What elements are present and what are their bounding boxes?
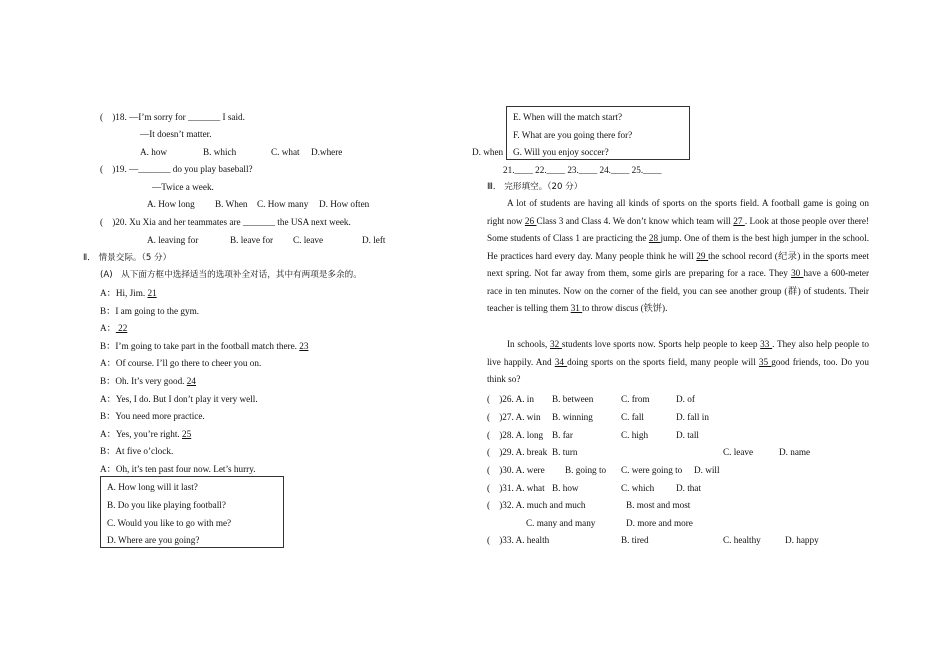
option-g: G. Will you enjoy soccer? bbox=[513, 147, 609, 157]
cloze-question-number: ( )29. A. break bbox=[487, 447, 548, 457]
cloze-question-number: ( )33. A. health bbox=[487, 535, 550, 545]
option-b: B. Do you like playing football? bbox=[107, 500, 226, 510]
cloze-option-d: D. more and more bbox=[626, 518, 693, 528]
dialogue-line bbox=[100, 322, 127, 334]
passage-text: A lot of students are having all kinds of sports on the sports field. A football game is going on right now bbox=[487, 198, 869, 226]
cloze-option-b: B. far bbox=[552, 430, 573, 440]
cloze-option-c: C. many and many bbox=[526, 518, 596, 528]
cloze-blank[interactable]: 30 bbox=[791, 268, 804, 278]
speaker: A： bbox=[100, 323, 116, 334]
option-d: D. Where are you going? bbox=[107, 535, 200, 545]
q20-stem: ( )20. Xu Xia and her teammates are _______ the USA next week. bbox=[100, 217, 351, 227]
dialogue-text: At five o’clock. bbox=[115, 446, 174, 457]
q19-option-d: D. How often bbox=[319, 199, 370, 209]
cloze-question-number: ( )32. A. much and much bbox=[487, 500, 586, 510]
dialogue-text: Oh. It’s very good. bbox=[115, 376, 187, 386]
answer-blank[interactable]: 21 bbox=[147, 288, 157, 298]
section2-title: Ⅱ． 情景交际。（5 分） bbox=[83, 253, 172, 263]
cloze-option-b: B. between bbox=[552, 394, 594, 404]
option-a: A. How long will it last? bbox=[107, 482, 198, 492]
cloze-question-number: ( )27. A. win bbox=[487, 412, 541, 422]
dialogue-line bbox=[100, 463, 256, 475]
cloze-blank[interactable]: 28 bbox=[648, 233, 661, 243]
passage-text: jump. One of them is the best high jumper in the school. He practices hard every day. Many people think he will bbox=[487, 233, 869, 261]
passage-text: doing sports on the sports field, many people will bbox=[567, 356, 759, 367]
q18-option-b: B. which bbox=[203, 147, 237, 157]
passage-text: good friends, too. Do you think so? bbox=[487, 356, 869, 384]
passage-text: . Look at those people over there! Some students of Class 1 are practicing the bbox=[487, 215, 869, 243]
answer-blank[interactable]: 25 bbox=[182, 428, 192, 439]
q18-option-d-fragment: D. when bbox=[472, 147, 504, 157]
dialogue-text: Of course. I’ll go there to cheer you on. bbox=[115, 358, 262, 369]
cloze-blank[interactable]: 32 bbox=[549, 339, 562, 349]
cloze-passage-1 bbox=[487, 195, 869, 318]
option-f: F. What are you going there for? bbox=[513, 130, 633, 140]
passage-text: In schools, bbox=[507, 339, 550, 349]
dialogue-text: Hi, Jim. bbox=[115, 288, 148, 298]
answer-blank[interactable]: 23 bbox=[299, 340, 309, 351]
q18-option-d: D.where bbox=[311, 147, 343, 157]
cloze-option-b: B. tired bbox=[621, 535, 649, 545]
dialogue-text: Yes, I do. But I don’t play it very well. bbox=[115, 393, 258, 404]
cloze-blank[interactable]: 27 bbox=[733, 215, 745, 226]
q20-option-b: B. leave for bbox=[230, 235, 274, 245]
cloze-option-b: B. most and most bbox=[626, 500, 691, 510]
cloze-blank[interactable]: 33 bbox=[760, 339, 773, 349]
speaker: B： bbox=[100, 340, 116, 351]
speaker: A： bbox=[100, 464, 116, 474]
cloze-option-b: B. winning bbox=[552, 412, 593, 422]
cloze-option-d: D. fall in bbox=[676, 412, 709, 422]
dialogue-text: Oh, it’s ten past four now. Let’s hurry. bbox=[115, 464, 256, 474]
dialogue-line bbox=[100, 375, 196, 387]
option-e: E. When will the match start? bbox=[513, 112, 623, 122]
cloze-question-number: ( )26. A. in bbox=[487, 394, 534, 404]
speaker: A： bbox=[100, 393, 116, 404]
cloze-option-c: C. fall bbox=[621, 412, 644, 422]
speaker: B： bbox=[100, 305, 116, 316]
dialogue-line bbox=[100, 428, 191, 440]
cloze-blank[interactable]: 34 bbox=[554, 356, 568, 367]
passage-text: the school record (纪录) in the sports meet next spring. Not far away from them, some girls are preparing for a race. They bbox=[487, 250, 870, 278]
cloze-blank[interactable]: 26 bbox=[524, 215, 537, 226]
cloze-question-number: ( )28. A. long bbox=[487, 430, 544, 440]
cloze-option-d: D. tall bbox=[676, 430, 699, 440]
cloze-option-c: C. healthy bbox=[723, 535, 761, 545]
dialogue-text: I’m going to take part in the football match there. bbox=[115, 340, 300, 351]
q20-option-d: D. left bbox=[362, 235, 386, 245]
speaker: B： bbox=[100, 411, 116, 422]
passage-text: to throw discus (铁饼). bbox=[582, 303, 668, 313]
cloze-question-number: ( )31. A. what bbox=[487, 483, 545, 493]
speaker: A： bbox=[100, 288, 116, 298]
dialogue-text: I am going to the gym. bbox=[115, 305, 200, 316]
passage-text: students love sports now. Sports help people to keep bbox=[561, 339, 761, 349]
cloze-option-c: C. high bbox=[621, 430, 649, 440]
cloze-option-d: D. that bbox=[676, 483, 702, 493]
section2-instructions: (A) 从下面方框中选择适当的选项补全对话，其中有两项是多余的。 bbox=[100, 270, 362, 280]
answer-blank[interactable]: 24 bbox=[186, 376, 196, 386]
section3-title: Ⅲ． 完形填空。（20 分） bbox=[487, 182, 583, 192]
cloze-question-number: ( )30. A. were bbox=[487, 465, 545, 475]
cloze-blank[interactable]: 29 bbox=[696, 250, 709, 261]
q18-reply: —It doesn’t matter. bbox=[140, 129, 212, 139]
option-c: C. Would you like to go with me? bbox=[107, 518, 232, 528]
dialogue-line bbox=[100, 340, 308, 352]
cloze-passage-2 bbox=[487, 336, 869, 389]
speaker: B： bbox=[100, 446, 116, 457]
passage-text: Class 3 and Class 4. We don’t know which team will bbox=[536, 215, 734, 226]
speaker: A： bbox=[100, 428, 116, 439]
q18-stem: ( )18. —I’m sorry for _______ I said. bbox=[100, 112, 245, 122]
q19-option-c: C. How many bbox=[257, 199, 309, 209]
cloze-blank[interactable]: 31 bbox=[570, 303, 583, 313]
cloze-option-d: D. will bbox=[694, 465, 720, 475]
answer-line: 21.____ 22.____ 23.____ 24.____ 25.____ bbox=[503, 165, 662, 175]
passage-text: have a 600-meter race in ten minutes. Now on the corner of the field, you can see another group (群) of students. Their teacher is telling them bbox=[487, 268, 870, 313]
speaker: A： bbox=[100, 358, 116, 369]
passage-text: . They also help people to live happily. And bbox=[487, 339, 870, 367]
cloze-option-c: C. were going to bbox=[621, 465, 683, 475]
cloze-option-c: C. from bbox=[621, 394, 650, 404]
dialogue-line bbox=[100, 445, 173, 457]
q18-option-c: C. what bbox=[271, 147, 300, 157]
q19-reply: —Twice a week. bbox=[152, 182, 214, 192]
options-box-2 bbox=[506, 106, 690, 160]
cloze-option-d: D. happy bbox=[785, 535, 819, 545]
cloze-option-d: D. name bbox=[779, 447, 811, 457]
cloze-option-b: B. turn bbox=[552, 447, 578, 457]
cloze-blank[interactable]: 35 bbox=[758, 356, 772, 367]
q19-option-a: A. How long bbox=[147, 199, 195, 209]
answer-blank[interactable]: 22 bbox=[115, 323, 128, 334]
dialogue-line bbox=[100, 410, 205, 422]
q20-option-a: A. leaving for bbox=[147, 235, 199, 245]
options-box-1 bbox=[100, 476, 284, 548]
cloze-option-c: C. leave bbox=[723, 447, 754, 457]
speaker: B： bbox=[100, 376, 116, 386]
dialogue-text: Yes, you’re right. bbox=[115, 428, 183, 439]
dialogue-text: You need more practice. bbox=[115, 411, 205, 422]
dialogue-line bbox=[100, 305, 199, 317]
q19-stem: ( )19. —_______ do you play baseball? bbox=[100, 164, 253, 174]
cloze-option-b: B. going to bbox=[565, 465, 607, 475]
dialogue-line bbox=[100, 393, 258, 405]
dialogue-line bbox=[100, 357, 261, 369]
cloze-option-d: D. of bbox=[676, 394, 695, 404]
cloze-option-c: C. which bbox=[621, 483, 655, 493]
cloze-option-b: B. how bbox=[552, 483, 579, 493]
q20-option-c: C. leave bbox=[293, 235, 324, 245]
q19-option-b: B. When bbox=[215, 199, 248, 209]
q18-option-a: A. how bbox=[140, 147, 168, 157]
dialogue-line bbox=[100, 287, 157, 299]
